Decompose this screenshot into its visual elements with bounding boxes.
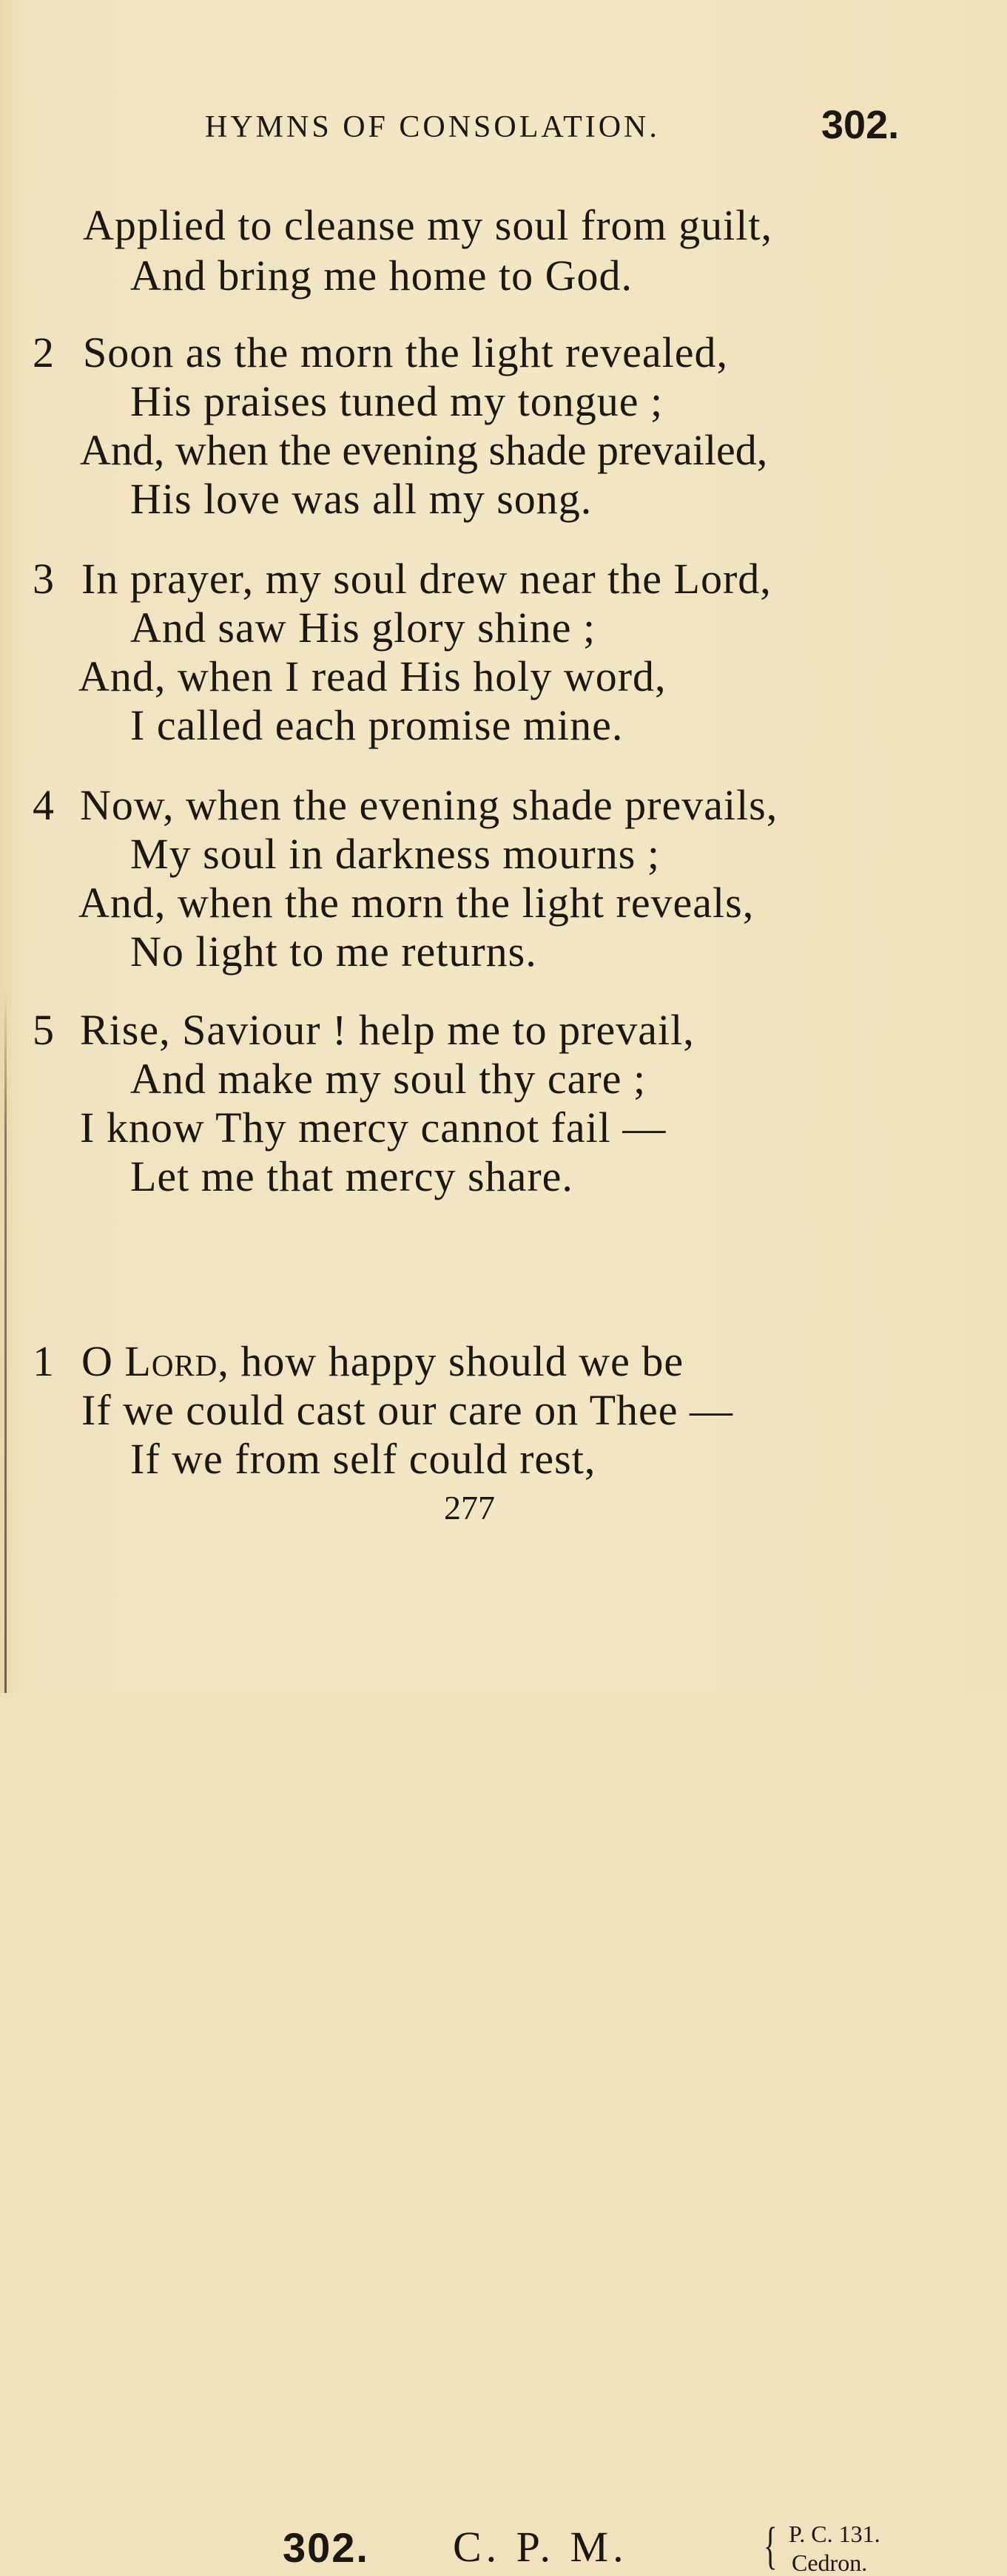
verse-line: Soon as the morn the light revealed, [83, 328, 728, 376]
tune-reference: P. C. 131. [789, 2521, 880, 2547]
verse-line: Applied to cleanse my soul from guilt, [83, 201, 773, 249]
verse-line: And, when I read His holy word, [78, 652, 667, 700]
verse-line: I know Thy mercy cannot fail — [80, 1103, 667, 1152]
verse-line: His praises tuned my tongue ; [130, 377, 664, 425]
hymn-meter: C. P. M. [453, 2523, 628, 2571]
binding-edge [4, 991, 7, 1693]
verse-line [81, 1337, 684, 1386]
verse-line: If we from self could rest, [130, 1435, 596, 1483]
verse-line: His love was all my song. [130, 475, 593, 523]
verse-line: And make my soul thy care ; [130, 1055, 647, 1103]
verse-line: And, when the evening shade prevailed, [80, 426, 768, 474]
verse-number: 4 [33, 781, 54, 829]
header-hymn-number: 302. [821, 103, 900, 147]
verse-line: In prayer, my soul drew near the Lord, [81, 555, 772, 603]
line-text: O [81, 1337, 125, 1385]
verse-line: Now, when the evening shade prevails, [80, 781, 778, 829]
verse-line: If we could cast our care on Thee — [81, 1386, 734, 1434]
hymn-number: 302. [283, 2524, 369, 2571]
verse-number: 2 [33, 328, 54, 376]
line-text: , how happy should we be [218, 1337, 684, 1385]
verse-number: 5 [33, 1006, 54, 1054]
page-header [0, 0, 1007, 170]
running-title: HYMNS OF CONSOLATION. [205, 110, 660, 144]
verse-line: And bring me home to God. [130, 251, 633, 300]
verse-line: And saw His glory shine ; [130, 604, 596, 652]
verse-line: And, when the morn the light reveals, [78, 879, 755, 927]
verse-line: Rise, Saviour ! help me to prevail, [80, 1006, 695, 1054]
verse-line: I called each promise mine. [130, 701, 624, 749]
verse-line: My soul in darkness mourns ; [130, 830, 660, 878]
brace-glyph: { [764, 2518, 778, 2575]
verse-number: 1 [33, 1337, 54, 1385]
tune-name: Cedron. [792, 2549, 868, 2576]
verse-line: Let me that mercy share. [130, 1152, 573, 1200]
page-number: 277 [444, 1489, 495, 1527]
verse-number: 3 [33, 555, 54, 603]
verse-line: No light to me returns. [130, 927, 537, 976]
small-caps-word: Lord [124, 1337, 218, 1385]
